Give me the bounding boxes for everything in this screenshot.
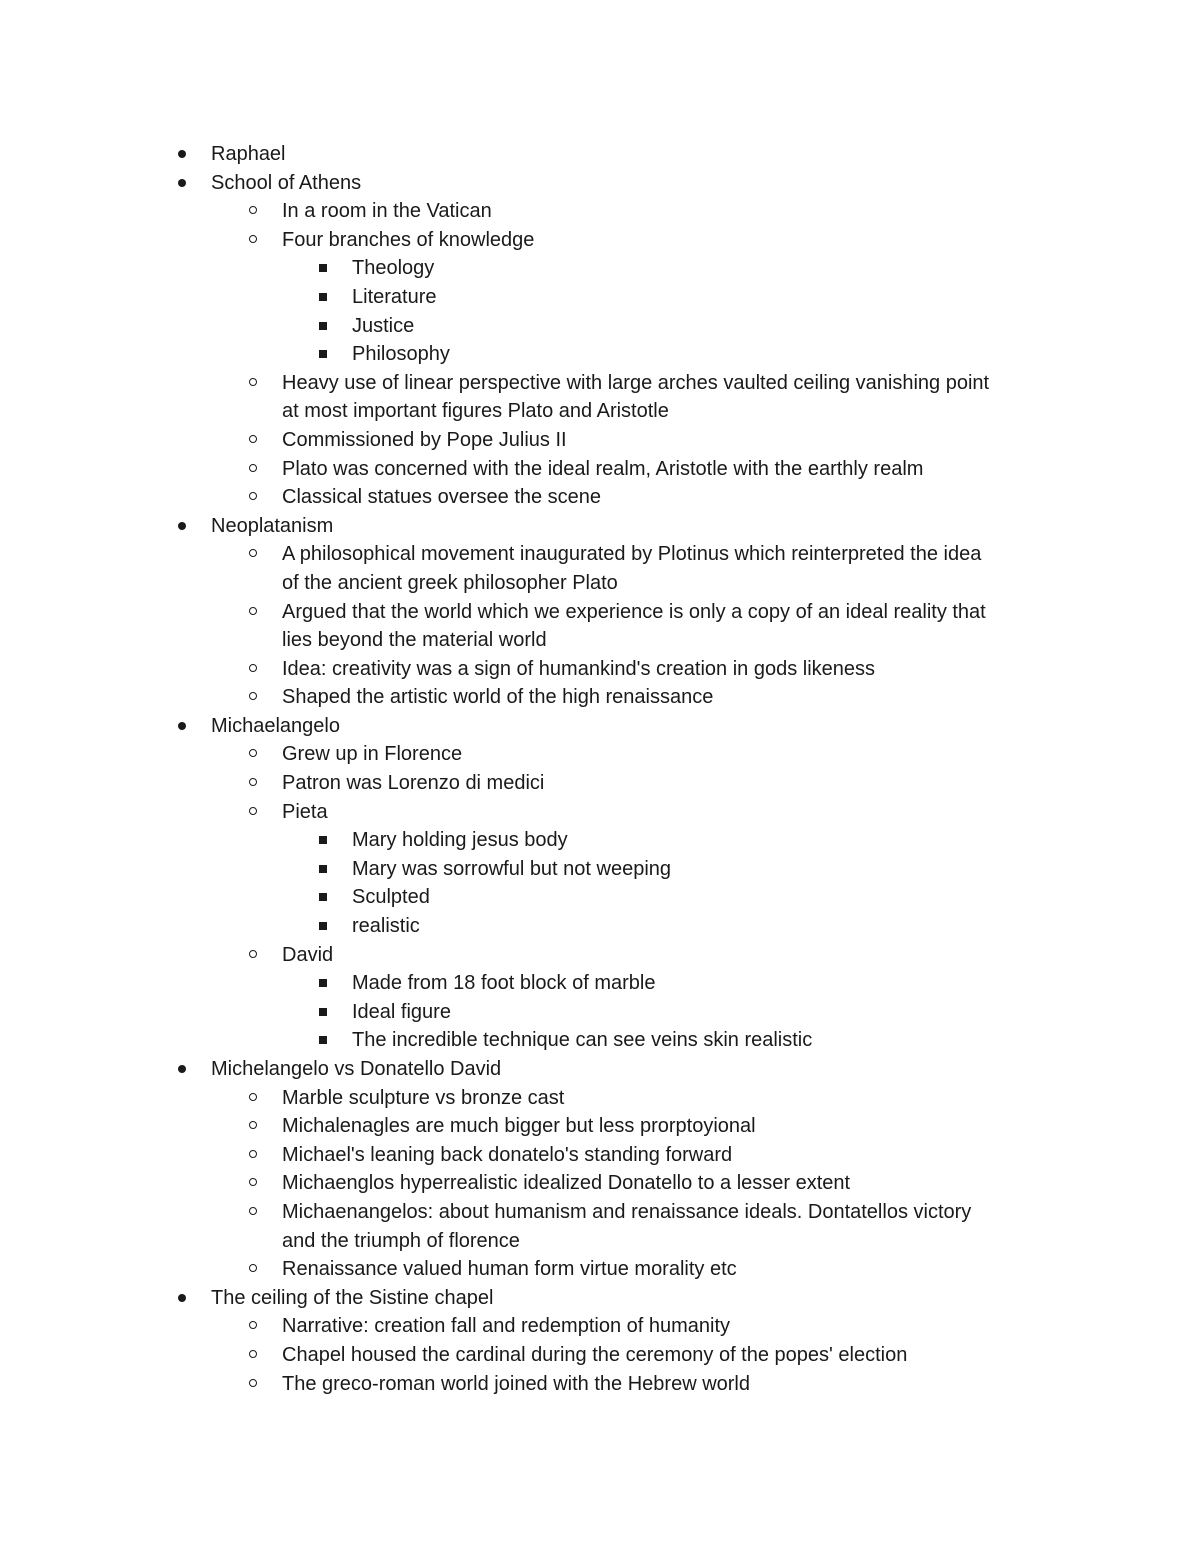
list-item-text: The incredible technique can see veins skin realistic — [352, 1029, 813, 1052]
list-item-level-3 — [0, 855, 1200, 884]
bullet-circle-icon — [249, 749, 257, 757]
bullet-disc-icon — [178, 522, 186, 530]
list-item-level-3 — [0, 912, 1200, 941]
bullet-circle-icon — [249, 807, 257, 815]
list-item-level-1 — [0, 1055, 1200, 1084]
list-item-text: The greco-roman world joined with the Hebrew world — [282, 1372, 750, 1395]
bullet-square-icon — [319, 293, 327, 301]
bullet-square-icon — [319, 836, 327, 844]
list-item-level-2 — [0, 1141, 1200, 1170]
bullet-square-icon — [319, 893, 327, 901]
list-item-level-3 — [0, 969, 1200, 998]
list-item-continuation — [0, 1227, 1200, 1256]
list-item-text: Classical statues oversee the scene — [282, 486, 602, 509]
list-item-text: David — [282, 943, 334, 966]
list-item-level-2 — [0, 769, 1200, 798]
list-item-text: of the ancient greek philosopher Plato — [282, 571, 618, 594]
bullet-circle-icon — [249, 1093, 257, 1101]
list-item-level-2 — [0, 740, 1200, 769]
list-item-level-2 — [0, 226, 1200, 255]
bullet-disc-icon — [178, 150, 186, 158]
list-item-continuation — [0, 397, 1200, 426]
list-item-level-3 — [0, 312, 1200, 341]
list-item-level-2 — [0, 455, 1200, 484]
bullet-circle-icon — [249, 1264, 257, 1272]
bullet-circle-icon — [249, 664, 257, 672]
list-item-text: Justice — [352, 314, 415, 337]
list-item-text: Philosophy — [352, 343, 450, 366]
list-item-level-2 — [0, 369, 1200, 398]
list-item-text: Literature — [352, 285, 437, 308]
list-item-level-2 — [0, 1341, 1200, 1370]
list-item-text: School of Athens — [211, 171, 362, 194]
list-item-continuation — [0, 569, 1200, 598]
list-item-text: A philosophical movement inaugurated by Plotinus which reinterpreted the idea — [282, 543, 982, 566]
bullet-disc-icon — [178, 1065, 186, 1073]
list-item-level-1 — [0, 512, 1200, 541]
bullet-disc-icon — [178, 722, 186, 730]
list-item-level-2 — [0, 683, 1200, 712]
bullet-circle-icon — [249, 1150, 257, 1158]
bullet-square-icon — [319, 264, 327, 272]
list-item-level-2 — [0, 540, 1200, 569]
bullet-square-icon — [319, 865, 327, 873]
list-item-level-2 — [0, 426, 1200, 455]
list-item-text: Sculpted — [352, 886, 430, 909]
list-item-level-1 — [0, 1284, 1200, 1313]
list-item-text: Mary was sorrowful but not weeping — [352, 857, 672, 880]
list-item-text: Pieta — [282, 800, 328, 823]
list-item-text: lies beyond the material world — [282, 629, 547, 652]
list-item-level-3 — [0, 283, 1200, 312]
bullet-square-icon — [319, 1008, 327, 1016]
list-item-text: Mary holding jesus body — [352, 829, 568, 852]
list-item-text: Renaissance valued human form virtue morality etc — [282, 1258, 737, 1281]
list-item-text: Michaenglos hyperrealistic idealized Donatello to a lesser extent — [282, 1172, 851, 1195]
list-item-level-3 — [0, 254, 1200, 283]
bullet-circle-icon — [249, 435, 257, 443]
list-item-level-2 — [0, 197, 1200, 226]
list-item-text: Michelangelo vs Donatello David — [211, 1058, 502, 1080]
bullet-disc-icon — [178, 1294, 186, 1302]
list-item-level-1 — [0, 712, 1200, 741]
list-item-text: Made from 18 foot block of marble — [352, 972, 656, 995]
bullet-circle-icon — [249, 1379, 257, 1387]
list-item-text: at most important figures Plato and Aristotle — [282, 400, 669, 423]
bullet-square-icon — [319, 922, 327, 930]
bullet-circle-icon — [249, 950, 257, 958]
list-item-level-2 — [0, 798, 1200, 827]
list-item-text: Idea: creativity was a sign of humankind's creation in gods likeness — [282, 657, 876, 680]
list-item-level-3 — [0, 826, 1200, 855]
bullet-circle-icon — [249, 206, 257, 214]
list-item-level-2 — [0, 1312, 1200, 1341]
bullet-disc-icon — [178, 179, 186, 187]
list-item-text: Michaenangelos: about humanism and renaissance ideals. Dontatellos victory — [282, 1200, 972, 1223]
bullet-circle-icon — [249, 1207, 257, 1215]
list-item-text: Theology — [352, 257, 435, 280]
bullet-circle-icon — [249, 1178, 257, 1186]
list-item-text: Michaelangelo — [211, 714, 340, 737]
bullet-circle-icon — [249, 1321, 257, 1329]
list-item-text: Shaped the artistic world of the high renaissance — [282, 686, 714, 709]
bullet-circle-icon — [249, 464, 257, 472]
list-item-text: Four branches of knowledge — [282, 228, 535, 251]
bullet-circle-icon — [249, 1350, 257, 1358]
list-item-level-2 — [0, 655, 1200, 684]
list-item-text: Argued that the world which we experience is only a copy of an ideal reality that — [282, 600, 986, 623]
list-item-text: Neoplatanism — [211, 514, 334, 537]
bullet-circle-icon — [249, 1121, 257, 1129]
list-item-text: Commissioned by Pope Julius II — [282, 428, 567, 451]
list-item-text: The ceiling of the Sistine chapel — [211, 1286, 494, 1309]
list-item-text: Marble sculpture vs bronze cast — [282, 1086, 565, 1109]
list-item-text: Patron was Lorenzo di medici — [282, 772, 545, 795]
list-item-text: Plato was concerned with the ideal realm, Aristotle with the earthly realm — [282, 457, 924, 480]
list-item-text: Michalenagles are much bigger but less prorptoyional — [282, 1115, 756, 1138]
list-item-continuation — [0, 626, 1200, 655]
list-item-level-2 — [0, 941, 1200, 970]
list-item-level-2 — [0, 598, 1200, 627]
bullet-square-icon — [319, 322, 327, 330]
list-item-level-2 — [0, 1198, 1200, 1227]
list-item-text: Michael's leaning back donatelo's standing forward — [282, 1143, 733, 1166]
list-item-text: Ideal figure — [352, 1000, 451, 1023]
bulleted-notes-list — [0, 140, 1200, 1398]
list-item-level-2 — [0, 1112, 1200, 1141]
bullet-square-icon — [319, 979, 327, 987]
bullet-square-icon — [319, 1036, 327, 1044]
list-item-level-3 — [0, 1026, 1200, 1055]
list-item-text: Chapel housed the cardinal during the ceremony of the popes' election — [282, 1343, 908, 1366]
list-item-text: In a room in the Vatican — [282, 200, 492, 223]
list-item-level-2 — [0, 1255, 1200, 1284]
list-item-level-3 — [0, 340, 1200, 369]
bullet-circle-icon — [249, 492, 257, 500]
list-item-level-1 — [0, 140, 1200, 169]
bullet-circle-icon — [249, 549, 257, 557]
list-item-text: realistic — [352, 915, 420, 938]
bullet-circle-icon — [249, 692, 257, 700]
bullet-circle-icon — [249, 235, 257, 243]
list-item-text: Narrative: creation fall and redemption of humanity — [282, 1315, 731, 1338]
list-item-text: Raphael — [211, 143, 286, 165]
list-item-text: Grew up in Florence — [282, 743, 463, 766]
list-item-level-1 — [0, 169, 1200, 198]
bullet-square-icon — [319, 350, 327, 358]
list-item-level-2 — [0, 1169, 1200, 1198]
bullet-circle-icon — [249, 378, 257, 386]
list-item-level-3 — [0, 883, 1200, 912]
list-item-text: and the triumph of florence — [282, 1229, 520, 1252]
list-item-text: Heavy use of linear perspective with large arches vaulted ceiling vanishing point — [282, 371, 990, 394]
list-item-level-3 — [0, 998, 1200, 1027]
list-item-level-2 — [0, 1370, 1200, 1399]
bullet-circle-icon — [249, 778, 257, 786]
list-item-level-2 — [0, 1084, 1200, 1113]
list-item-level-2 — [0, 483, 1200, 512]
bullet-circle-icon — [249, 607, 257, 615]
